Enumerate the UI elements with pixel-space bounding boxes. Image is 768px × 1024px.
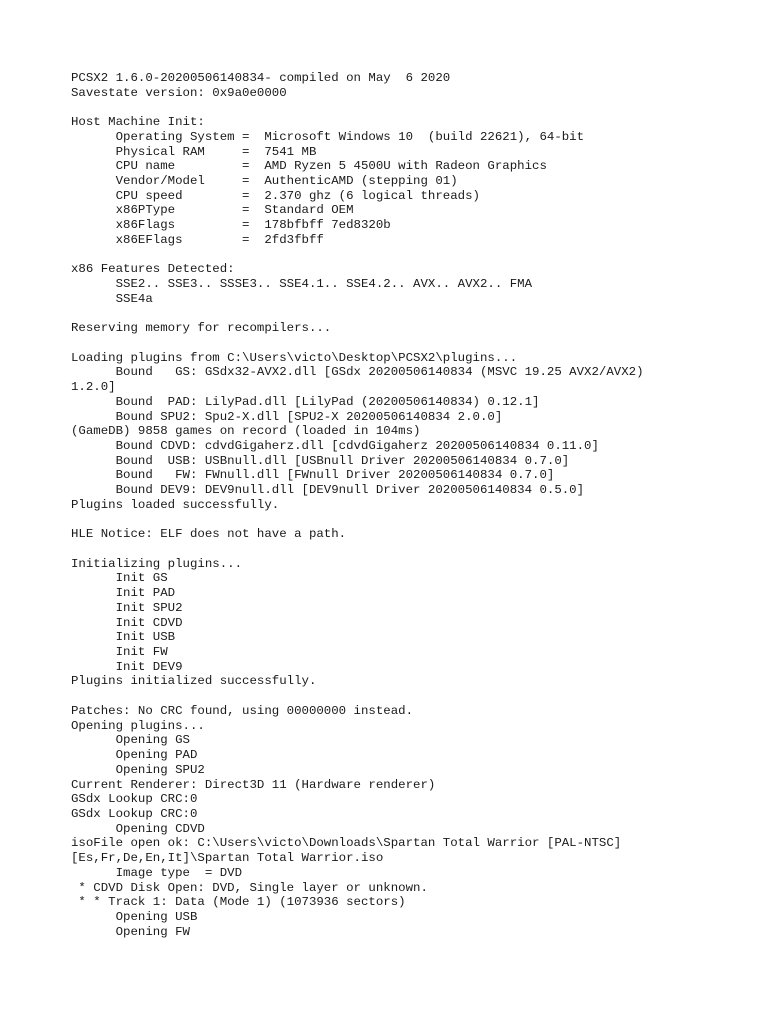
log-line: Init USB bbox=[71, 630, 176, 645]
log-line: Opening USB bbox=[71, 909, 198, 924]
log-line: Savestate version: 0x9a0e0000 bbox=[71, 85, 287, 100]
log-line: Init GS bbox=[71, 571, 168, 586]
log-line: isoFile open ok: C:\Users\victo\Downloads\Spartan Total Warrior [PAL-NTSC] bbox=[71, 836, 622, 851]
log-line: x86PType = Standard OEM bbox=[71, 203, 354, 218]
log-line: Host Machine Init: bbox=[71, 115, 205, 130]
log-line: Init DEV9 bbox=[71, 659, 183, 674]
log-line: Bound FW: FWnull.dll [FWnull Driver 20200506140834 0.7.0] bbox=[71, 468, 555, 483]
log-line: 1.2.0] bbox=[71, 380, 116, 395]
log-line: Bound DEV9: DEV9null.dll [DEV9null Driver 20200506140834 0.5.0] bbox=[71, 483, 585, 498]
log-line: Opening SPU2 bbox=[71, 762, 205, 777]
log-line: Init PAD bbox=[71, 586, 176, 601]
log-line bbox=[71, 689, 761, 704]
log-line: Bound CDVD: cdvdGigaherz.dll [cdvdGigaherz 20200506140834 0.11.0] bbox=[71, 438, 599, 453]
log-line: [Es,Fr,De,En,It]\Spartan Total Warrior.iso bbox=[71, 851, 384, 866]
log-line: Init CDVD bbox=[71, 615, 183, 630]
log-line: SSE4a bbox=[71, 291, 153, 306]
log-line: Patches: No CRC found, using 00000000 instead. bbox=[71, 703, 414, 718]
log-line: Opening plugins... bbox=[71, 718, 205, 733]
log-line bbox=[71, 513, 761, 528]
log-line: Plugins initialized successfully. bbox=[71, 674, 317, 689]
log-line: Loading plugins from C:\Users\victo\Desktop\PCSX2\plugins... bbox=[71, 350, 518, 365]
log-line bbox=[71, 248, 761, 263]
log-line: (GameDB) 9858 games on record (loaded in 104ms) bbox=[71, 424, 421, 439]
log-line: Vendor/Model = AuthenticAMD (stepping 01) bbox=[71, 174, 458, 189]
log-line: SSE2.. SSE3.. SSSE3.. SSE4.1.. SSE4.2.. AVX.. AVX2.. FMA bbox=[71, 277, 533, 292]
log-line: Operating System = Microsoft Windows 10 (build 22621), 64-bit bbox=[71, 129, 585, 144]
console-log bbox=[71, 71, 761, 939]
log-line: Physical RAM = 7541 MB bbox=[71, 144, 317, 159]
log-line: Plugins loaded successfully. bbox=[71, 497, 280, 512]
log-line: Reserving memory for recompilers... bbox=[71, 321, 332, 336]
log-line: Opening GS bbox=[71, 733, 190, 748]
log-line: Opening CDVD bbox=[71, 821, 205, 836]
log-line: CPU speed = 2.370 ghz (6 logical threads) bbox=[71, 188, 480, 203]
log-line bbox=[71, 336, 761, 351]
log-line bbox=[71, 100, 761, 115]
log-line: Opening FW bbox=[71, 924, 190, 939]
log-line: * * Track 1: Data (Mode 1) (1073936 sectors) bbox=[71, 895, 406, 910]
log-line: Image type = DVD bbox=[71, 865, 243, 880]
log-line: CPU name = AMD Ryzen 5 4500U with Radeon Graphics bbox=[71, 159, 547, 174]
log-line: Bound USB: USBnull.dll [USBnull Driver 20200506140834 0.7.0] bbox=[71, 453, 570, 468]
log-line: GSdx Lookup CRC:0 bbox=[71, 792, 198, 807]
log-line bbox=[71, 542, 761, 557]
log-line: * CDVD Disk Open: DVD, Single layer or unknown. bbox=[71, 880, 428, 895]
log-line: x86 Features Detected: bbox=[71, 262, 235, 277]
log-line: Initializing plugins... bbox=[71, 556, 243, 571]
log-line: Init SPU2 bbox=[71, 600, 183, 615]
log-line: Init FW bbox=[71, 645, 168, 660]
log-line: Bound GS: GSdx32-AVX2.dll [GSdx 20200506140834 (MSVC 19.25 AVX2/AVX2) bbox=[71, 365, 644, 380]
log-line: x86Flags = 178bfbff 7ed8320b bbox=[71, 218, 391, 233]
log-line: x86EFlags = 2fd3fbff bbox=[71, 232, 324, 247]
log-line bbox=[71, 307, 761, 322]
log-line: Bound SPU2: Spu2-X.dll [SPU2-X 20200506140834 2.0.0] bbox=[71, 409, 503, 424]
log-line: Current Renderer: Direct3D 11 (Hardware renderer) bbox=[71, 777, 436, 792]
log-line: GSdx Lookup CRC:0 bbox=[71, 806, 198, 821]
log-line: Bound PAD: LilyPad.dll [LilyPad (20200506140834) 0.12.1] bbox=[71, 394, 540, 409]
log-line: Opening PAD bbox=[71, 748, 198, 763]
log-line: PCSX2 1.6.0-20200506140834- compiled on May 6 2020 bbox=[71, 71, 451, 85]
log-line: HLE Notice: ELF does not have a path. bbox=[71, 527, 347, 542]
